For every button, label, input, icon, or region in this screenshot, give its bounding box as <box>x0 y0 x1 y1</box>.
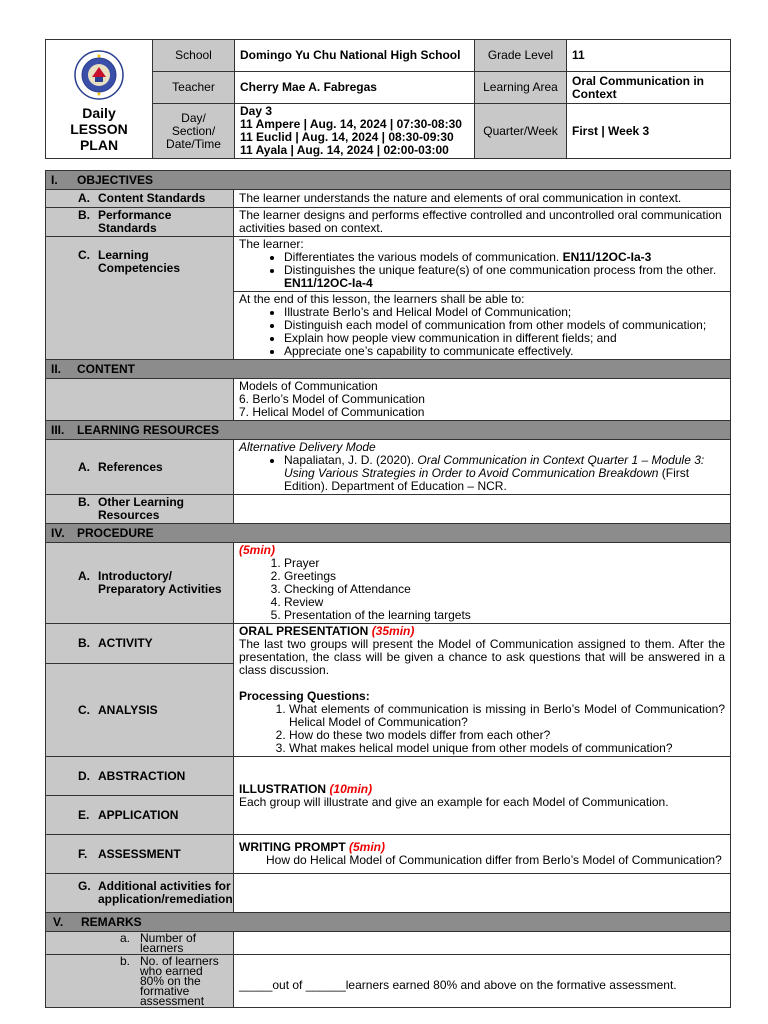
list-item: • Distinguish each model of communication from other models of communication; <box>284 319 725 332</box>
additional-activities-value <box>234 874 731 913</box>
deped-seal-icon <box>74 50 124 100</box>
application-label: E. APPLICATION <box>46 796 234 835</box>
activity-label: B. ACTIVITY <box>46 624 234 664</box>
illustration-block <box>234 757 731 835</box>
section-num: I. <box>51 172 58 187</box>
section-title: CONTENT <box>77 361 135 376</box>
day-line: 11 Euclid | Aug. 14, 2024 | 08:30-09:30 <box>240 130 454 144</box>
day-line: Day 3 <box>240 104 273 118</box>
list-item: 1. What elements of communication is missing in Berlo’s Model of Communication? Helical Model of Communication? <box>289 703 725 729</box>
remarks-header <box>46 913 731 932</box>
list-item: • Distinguishes the unique feature(s) of one communication process from the other. EN11/12OC-Ia-4 <box>284 264 725 290</box>
quarter-value: First | Week 3 <box>567 104 731 159</box>
additional-activities-label: G. Additional activities for application/remediation <box>46 874 234 913</box>
title-line-3: PLAN <box>79 137 119 153</box>
processing-questions-title: Processing Questions: <box>239 689 370 703</box>
content-line: 7. Helical Model of Communication <box>239 405 425 419</box>
number-of-learners-label: a. Number of learners <box>46 932 234 955</box>
list-item: • Explain how people view communication in different fields; and <box>284 332 725 345</box>
content-standards-label: A. Content Standards <box>46 190 234 208</box>
illustration-text: Each group will illustrate and give an example for each Model of Communication. <box>239 794 669 809</box>
lesson-plan-table <box>45 170 731 1008</box>
area-label: Learning Area <box>475 72 567 104</box>
performance-standards-label: B. Performance Standards <box>46 208 234 237</box>
teacher-value: Cherry Mae A. Fabregas <box>235 72 475 104</box>
grade-label: Grade Level <box>475 40 567 72</box>
analysis-label: C. ANALYSIS <box>46 664 234 757</box>
header-table <box>45 39 731 159</box>
section-title: PROCEDURE <box>77 525 154 540</box>
abstraction-label: D. ABSTRACTION <box>46 757 234 796</box>
section-title: OBJECTIVES <box>77 172 154 187</box>
title-line-2: LESSON <box>70 121 128 137</box>
day-line: 11 Ampere | Aug. 14, 2024 | 07:30-08:30 <box>240 117 462 131</box>
references-label: A. References <box>46 440 234 495</box>
time-badge: (5min) <box>239 543 275 557</box>
area-value: Oral Communication in Context <box>567 72 731 104</box>
objectives-intro: At the end of this lesson, the learners shall be able to: <box>239 292 525 306</box>
competencies-block <box>234 237 731 292</box>
learners-80-label: b. No. of learners who earned 80% on the formative assessment <box>46 955 234 1008</box>
objectives-list <box>239 306 725 358</box>
list-item: 1. Prayer <box>284 557 725 570</box>
delivery-mode: Alternative Delivery Mode <box>239 440 376 454</box>
teacher-label: Teacher <box>153 72 235 104</box>
oral-presentation-text: The last two groups will present the Model of Communication assigned to them. After the presentation, the class will be given a chance to ask questions that will be answered in a class discussion. <box>239 637 725 677</box>
introductory-label: A. Introductory/ Preparatory Activities <box>46 543 234 624</box>
assessment-block <box>234 835 731 874</box>
section-num: III. <box>51 422 65 437</box>
introductory-list <box>239 557 725 622</box>
logo-cell <box>46 40 153 159</box>
list-item: • Appreciate one’s capability to communicate effectively. <box>284 345 725 358</box>
school-value: Domingo Yu Chu National High School <box>235 40 475 72</box>
section-title: REMARKS <box>81 914 142 929</box>
introductory-block <box>234 543 731 624</box>
lesson-objectives-block <box>234 292 731 360</box>
assessment-label: F. ASSESSMENT <box>46 835 234 874</box>
list-item: 2. Greetings <box>284 570 725 583</box>
competencies-intro: The learner: <box>239 237 304 251</box>
oral-presentation-title: ORAL PRESENTATION (35min) <box>239 624 415 638</box>
other-resources-label: B. Other Learning Resources <box>46 495 234 524</box>
list-item: • Napaliatan, J. D. (2020). Oral Communication in Context Quarter 1 – Module 3: Using Various Strategies in Order to Avoid Communication Breakdown (First Edition). Department of Education – NCR. <box>284 454 725 493</box>
list-item: 2. How do these two models differ from each other? <box>289 729 725 742</box>
day-label-line: Day/ <box>181 110 206 125</box>
quarter-label: Quarter/Week <box>475 104 567 159</box>
day-line: 11 Ayala | Aug. 14, 2024 | 02:00-03:00 <box>240 143 449 157</box>
references-list <box>239 454 725 493</box>
content-standards-text: The learner understands the nature and elements of oral communication in context. <box>234 190 731 208</box>
section-title: LEARNING RESOURCES <box>77 422 220 437</box>
grade-value: 11 <box>567 40 731 72</box>
content-line: 6. Berlo’s Model of Communication <box>239 392 425 406</box>
learners-80-value: _____out of ______learners earned 80% and above on the formative assessment. <box>234 955 731 1008</box>
illustration-title: ILLUSTRATION (10min) <box>239 781 373 796</box>
content-label-empty <box>46 379 234 421</box>
section-num: II. <box>51 361 62 376</box>
objectives-header <box>46 171 731 190</box>
list-item: 4. Review <box>284 596 725 609</box>
title-line-1: Daily <box>82 105 116 121</box>
list-item: • Illustrate Berlo’s and Helical Model of Communication; <box>284 306 725 319</box>
resources-header <box>46 421 731 440</box>
list-item: 3. What makes helical model unique from other models of communication? <box>289 742 725 755</box>
section-num: IV. <box>51 525 65 540</box>
section-num: V. <box>53 914 64 929</box>
content-header <box>46 360 731 379</box>
list-item: 5. Presentation of the learning targets <box>284 609 725 622</box>
competencies-list <box>239 251 725 290</box>
performance-standards-text: The learner designs and performs effective controlled and uncontrolled oral communication activities based on context. <box>234 208 731 237</box>
day-label-line: Date/Time <box>166 136 221 151</box>
processing-questions-list <box>239 703 725 755</box>
content-block <box>234 379 731 421</box>
learning-competencies-label: C. Learning Competencies <box>46 237 234 360</box>
procedure-header <box>46 524 731 543</box>
content-line: Models of Communication <box>239 379 378 393</box>
number-of-learners-value <box>234 932 731 955</box>
list-item: • Differentiates the various models of communication. EN11/12OC-Ia-3 <box>284 251 725 264</box>
day-label-line: Section/ <box>171 123 216 138</box>
day-label <box>153 104 235 159</box>
other-resources-value <box>234 495 731 524</box>
day-value <box>235 104 475 159</box>
list-item: 3. Checking of Attendance <box>284 583 725 596</box>
writing-prompt-title: WRITING PROMPT (5min) <box>239 840 385 854</box>
references-block <box>234 440 731 495</box>
activity-analysis-block <box>234 624 731 757</box>
writing-prompt-text: How do Helical Model of Communication differ from Berlo’s Model of Communication? <box>266 853 722 867</box>
school-label: School <box>153 40 235 72</box>
